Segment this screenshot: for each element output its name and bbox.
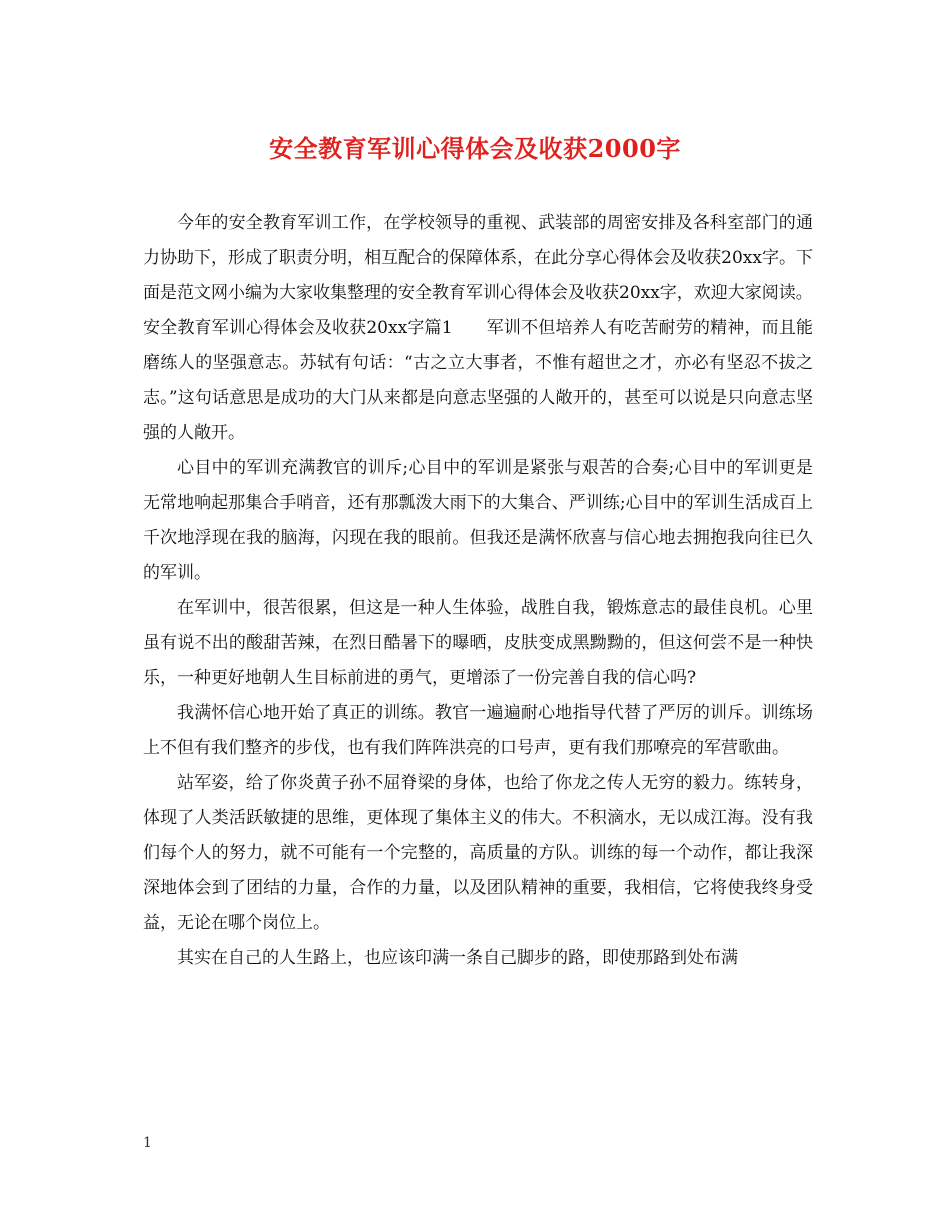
paragraph-life-road: 其实在自己的人生路上，也应该印满一条自己脚步的路，即使那路到处布满: [177, 948, 738, 968]
paragraph-section-1-text: 军训不但培养人有吃苦耐劳的精神，而且能磨练人的坚强意志。苏轼有句话：“古之立大事者，不惟有超世之才，亦必有坚忍不拔之志。”这句话意思是成功的大门从来都是向意志坚强的人敞开的，甚至可以说是只向意志坚强的人敞开。: [143, 318, 814, 443]
paragraph-expectation: 心目中的军训充满教官的训斥;心目中的军训是紧张与艰苦的合奏;心目中的军训更是无常地响起那集合手哨音，还有那瓢泼大雨下的大集合、严训练;心目中的军训生活成百上千次地浮现在我的脑海，闪现在我的眼前。但我还是满怀欣喜与信心地去拥抱我向往已久的军训。: [143, 458, 813, 583]
document-body: [143, 206, 813, 976]
paragraph-intro: 今年的安全教育军训工作，在学校领导的重视、武装部的周密安排及各科室部门的通力协助下，形成了职责分明，相互配合的保障体系，在此分享心得体会及收获20xx字。下面是范文网小编为大家收集整理的安全教育军训心得体会及收获20xx字，欢迎大家阅读。: [143, 213, 813, 303]
document-title: 安全教育军训心得体会及收获2000字: [269, 134, 681, 163]
section-heading: 安全教育军训心得体会及收获20xx字篇1: [143, 318, 453, 338]
paragraph-teamwork: 站军姿，给了你炎黄子孙不屈脊梁的身体，也给了你龙之传人无穷的毅力。练转身，体现了人类活跃敏捷的思维，更体现了集体主义的伟大。不积滴水，无以成江海。没有我们每个人的努力，就不可能有一个完整的，高质量的方队。训练的每一个动作，都让我深深地体会到了团结的力量，合作的力量，以及团队精神的重要，我相信，它将使我终身受益，无论在哪个岗位上。: [143, 773, 813, 933]
paragraph-hardship: 在军训中，很苦很累，但这是一种人生体验，战胜自我，锻炼意志的最佳良机。心里虽有说不出的酸甜苦辣，在烈日酷暑下的曝晒，皮肤变成黑黝黝的，但这何尝不是一种快乐，一种更好地朝人生目标前进的勇气，更增添了一份完善自我的信心吗?: [143, 598, 813, 688]
paragraph-section-1: [143, 311, 813, 451]
page-number: 1: [143, 1135, 152, 1151]
paragraph-training: 我满怀信心地开始了真正的训练。教官一遍遍耐心地指导代替了严厉的训斥。训练场上不但有我们整齐的步伐，也有我们阵阵洪亮的口号声，更有我们那嘹亮的军营歌曲。: [143, 703, 813, 758]
